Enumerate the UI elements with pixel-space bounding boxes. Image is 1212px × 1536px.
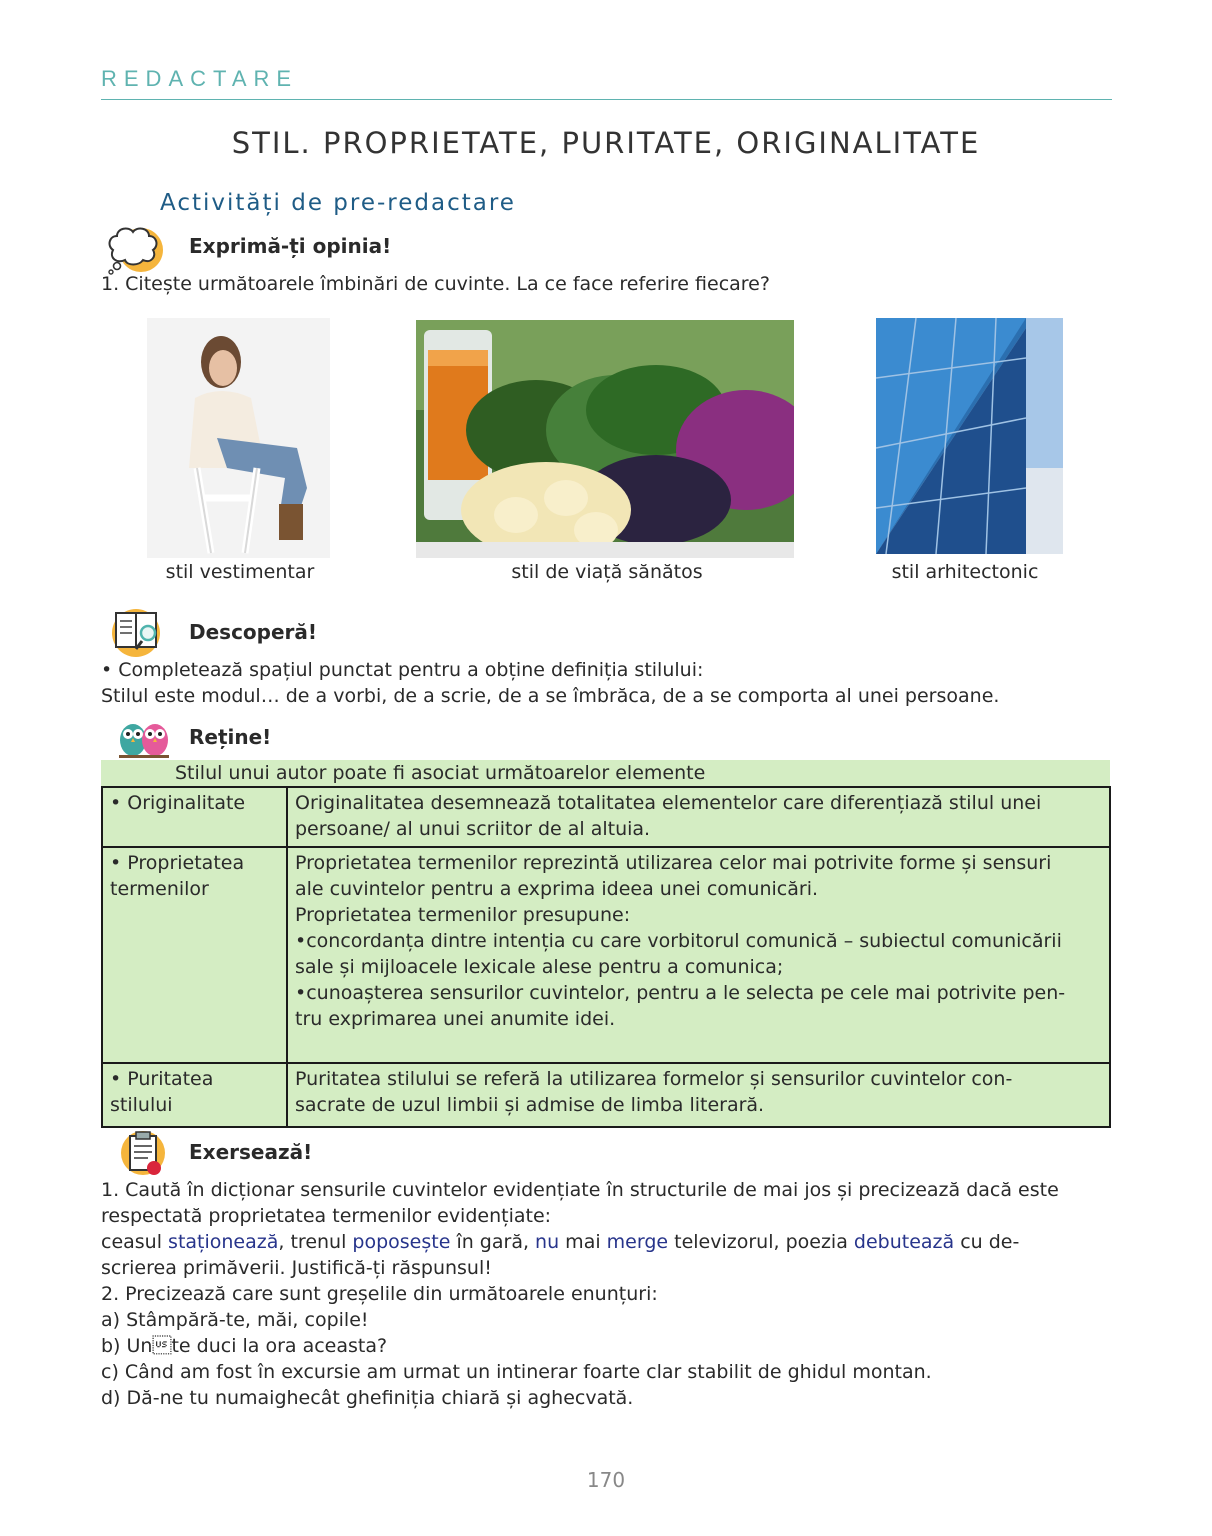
exercise-1-line: scrierea primăverii. Justifică-ți răspunsul! — [101, 1257, 492, 1279]
table-row — [102, 847, 1110, 1063]
caption-architecture: stil arhitectonic — [891, 561, 1039, 583]
definition-line: sacrate de uzul limbii și admise de limba literară. — [295, 1094, 765, 1116]
term-propriety: • Proprietatea — [110, 852, 245, 874]
highlighted-word: debutează — [853, 1231, 955, 1253]
exercise-2-item-c: c) Când am fost în excursie am urmat un intinerar foarte clar stabilit de ghidul montan. — [101, 1361, 932, 1383]
highlighted-word: nu — [535, 1231, 560, 1253]
definition-line: persoane/ al unui scriitor de al altuia. — [295, 818, 651, 840]
term-purity: • Puritatea — [110, 1068, 214, 1090]
exercise-2-item-a: a) Stâmpără-te, măi, copile! — [101, 1309, 369, 1331]
definition-line: •concordanța dintre intenția cu care vorbitorul comunică – subiectul comunicării — [295, 930, 1062, 952]
owls-icon — [117, 712, 173, 762]
term-propriety-cont: termenilor — [110, 878, 209, 900]
highlighted-word: poposește — [352, 1231, 451, 1253]
definition-line: sale și mijloacele lexicale alese pentru a comunica; — [295, 956, 784, 978]
definition-line: •cunoașterea sensurilor cuvintelor, pentru a le selecta pe cele mai potrivite pen- — [295, 982, 1066, 1004]
highlighted-word: merge — [606, 1231, 669, 1253]
discover-definition: Stilul este modul… de a vorbi, de a scrie, de a se îmbrăca, de a se comporta al unei persoane. — [101, 685, 1000, 707]
term-purity-cont: stilului — [110, 1094, 173, 1116]
caption-healthy-lifestyle: stil de viață sănătos — [511, 561, 703, 583]
photo-architecture — [876, 318, 1063, 554]
exercise-2-title: 2. Precizează care sunt greșelile din următoarele enunțuri: — [101, 1283, 658, 1305]
table-row — [102, 787, 1110, 847]
example-text: , trenul — [278, 1231, 353, 1253]
definition-cell — [287, 787, 1110, 847]
example-text: mai — [559, 1231, 607, 1253]
photo-clothing-style — [147, 318, 330, 558]
highlighted-word: staționează — [168, 1231, 279, 1253]
discover-instruction: • Completează spațiul punctat pentru a obține definiția stilului: — [101, 659, 704, 681]
example-text: în gară, — [450, 1231, 536, 1253]
table-row — [102, 1063, 1110, 1127]
remember-intro-band — [101, 760, 1110, 786]
subtitle: Activități de pre-redactare — [160, 190, 516, 216]
opinion-heading: Exprimă-ți opinia! — [189, 234, 392, 258]
caption-clothing-style: stil vestimentar — [165, 561, 315, 583]
opinion-question: 1. Citește următoarele îmbinări de cuvinte. La ce face referire fiecare? — [101, 273, 770, 295]
definition-line: ale cuvintelor pentru a exprima ideea unei comunicări. — [295, 878, 819, 900]
section-label: REDACTARE — [101, 66, 299, 91]
book-magnifier-icon — [108, 605, 164, 661]
example-text: ceasul — [101, 1231, 169, 1253]
definition-line: Puritatea stilului se referă la utilizarea formelor și sensurilor cuvintelor con- — [295, 1068, 1013, 1090]
example-text: televizorul, poezia — [668, 1231, 854, 1253]
remember-heading: Reține! — [189, 725, 272, 749]
exercise-1-line: respectată proprietatea termenilor evidențiate: — [101, 1205, 552, 1227]
page-title: STIL. PROPRIETATE, PURITATE, ORIGINALITATE — [231, 126, 981, 160]
discover-heading: Descoperă! — [189, 620, 318, 644]
remember-intro: Stilul unui autor poate fi asociat următoarelor elemente — [175, 762, 706, 784]
style-elements-table — [101, 786, 1111, 1128]
exercise-1-examples — [101, 1229, 1019, 1255]
header-divider — [101, 99, 1112, 100]
definition-line: tru exprimarea unei anumite idei. — [295, 1008, 616, 1030]
exercise-1-line: 1. Caută în dicționar sensurile cuvintelor evidențiate în structurile de mai jos și precizează dacă este — [101, 1179, 1059, 1201]
definition-line: Proprietatea termenilor presupune: — [295, 904, 631, 926]
term-cell — [102, 847, 287, 1063]
term-originality: • Originalitate — [110, 792, 246, 814]
thought-bubble-icon — [103, 220, 159, 276]
photo-healthy-lifestyle — [416, 320, 794, 558]
exercise-heading: Exersează! — [189, 1140, 313, 1164]
definition-line: Proprietatea termenilor reprezintă utilizarea celor mai potrivite forme și sensuri — [295, 852, 1052, 874]
term-cell — [102, 1063, 287, 1127]
clipboard-icon — [118, 1128, 174, 1178]
page-number: 170 — [586, 1468, 626, 1492]
example-text: cu de- — [954, 1231, 1020, 1253]
definition-line: Originalitatea desemnează totalitatea elementelor care diferențiază stilul unei — [295, 792, 1042, 814]
definition-cell — [287, 1063, 1110, 1127]
definition-cell — [287, 847, 1110, 1063]
exercise-2-item-d: d) Dă-ne tu numaighecât ghefiniția chiară și aghecvată. — [101, 1387, 634, 1409]
term-cell — [102, 787, 287, 847]
exercise-2-item-b: b) Un te duci la ora aceasta? — [101, 1335, 388, 1357]
